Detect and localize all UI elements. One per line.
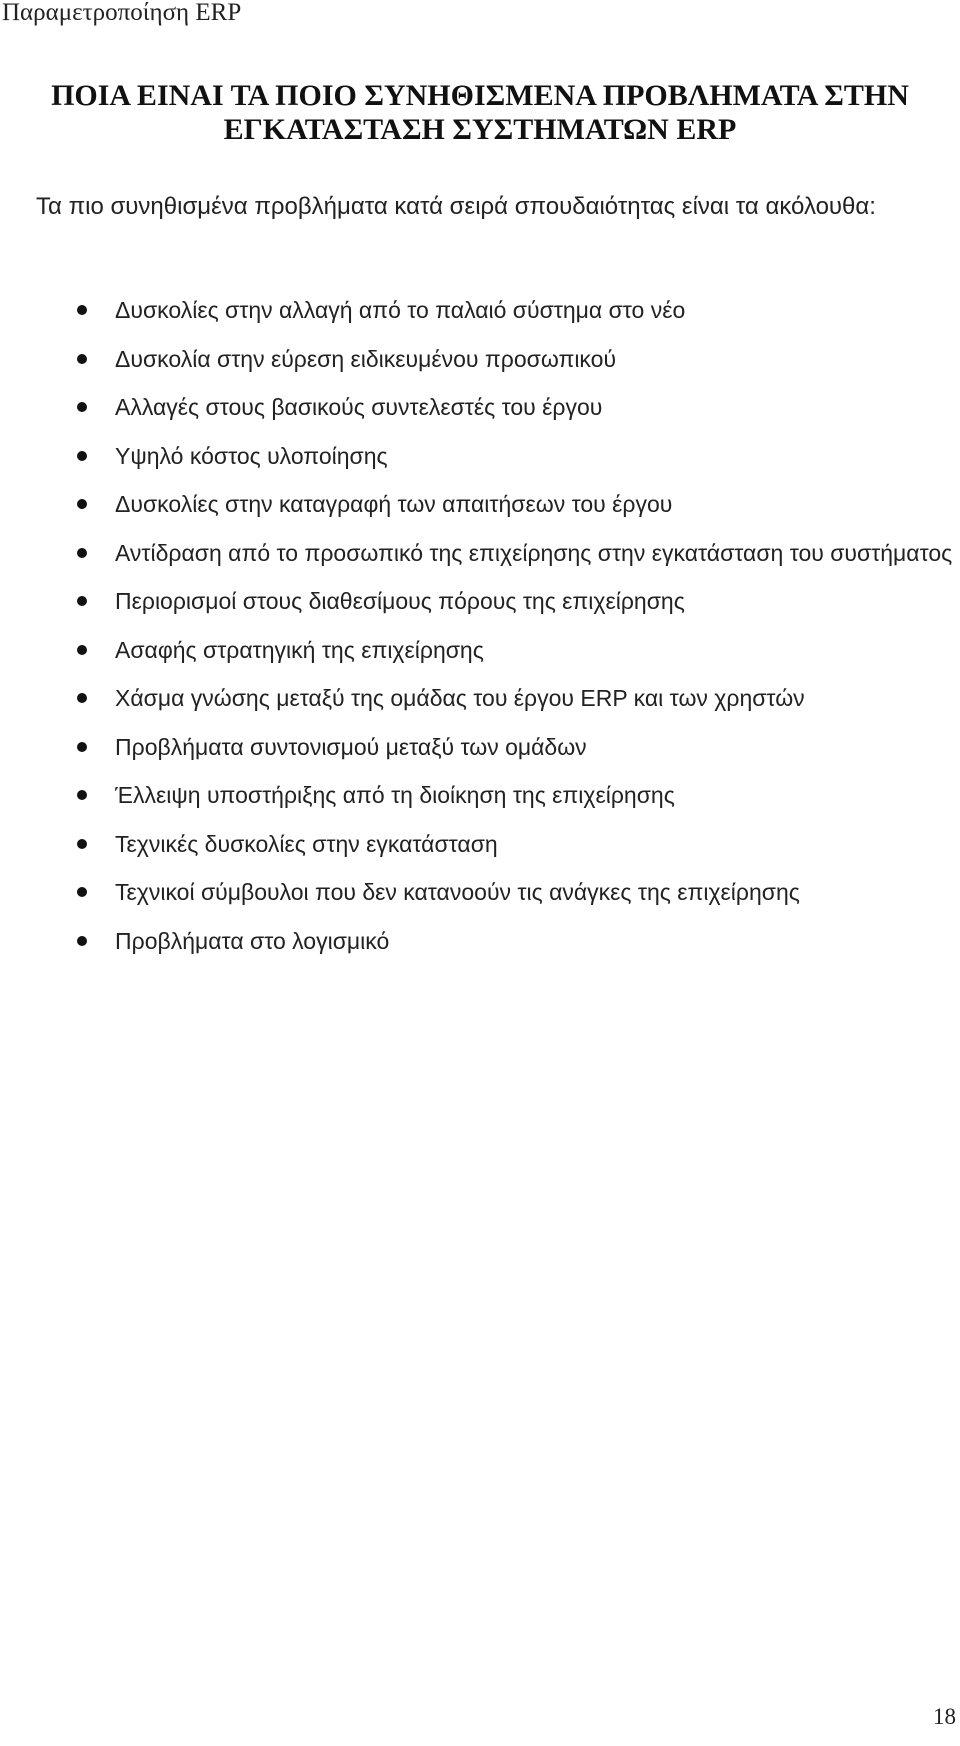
- bullet-icon: [77, 645, 87, 655]
- list-item-text: Αλλαγές στους βασικούς συντελεστές του έργου: [115, 394, 603, 420]
- list-item: [0, 723, 960, 772]
- list-item-text: Προβλήματα στο λογισμικό: [115, 927, 390, 954]
- page-number: 18: [933, 1704, 956, 1729]
- page-title: [0, 79, 960, 147]
- bullet-icon: [77, 596, 87, 606]
- problem-list: [0, 286, 960, 965]
- page-title-line-1: ΠΟΙΑ ΕΙΝΑΙ ΤΑ ΠΟΙΟ ΣΥΝΗΘΙΣΜΕΝΑ ΠΡΟΒΛΗΜΑΤΑ ΣΤΗΝ: [51, 79, 909, 112]
- list-item-text: Δυσκολίες στην αλλαγή από το παλαιό σύστημα στο νέο: [115, 297, 686, 323]
- list-item-text: Περιορισμοί στους διαθεσίμους πόρους της επιχείρησης: [115, 588, 685, 614]
- list-item: [0, 820, 960, 869]
- bullet-icon: [77, 742, 87, 752]
- list-item-text: Τεχνικοί σύμβουλοι που δεν κατανοούν τις ανάγκες της επιχείρησης: [115, 879, 800, 905]
- list-item-text: Υψηλό κόστος υλοποίησης: [115, 442, 388, 469]
- bullet-icon: [77, 839, 87, 849]
- list-item: [0, 674, 960, 723]
- bullet-icon: [77, 451, 87, 461]
- bullet-icon: [77, 887, 87, 897]
- list-item: [0, 529, 960, 578]
- list-item-text: Έλλειψη υποστήριξης από τη διοίκηση της επιχείρησης: [115, 782, 675, 808]
- list-item: [0, 868, 960, 917]
- list-item-text: Δυσκολίες στην καταγραφή των απαιτήσεων του έργου: [115, 491, 673, 517]
- bullet-icon: [77, 693, 87, 703]
- intro-paragraph: Τα πιο συνηθισμένα προβλήματα κατά σειρά σπουδαιότητας είναι τα ακόλουθα:: [36, 193, 876, 220]
- list-item-text: Αντίδραση από το προσωπικό της επιχείρησης στην εγκατάσταση του συστήματος: [115, 539, 953, 566]
- bullet-icon: [77, 499, 87, 509]
- list-item-text: Τεχνικές δυσκολίες στην εγκατάσταση: [115, 830, 498, 857]
- list-item: [0, 771, 960, 820]
- bullet-icon: [77, 790, 87, 800]
- page-title-line-2: ΕΓΚΑΤΑΣΤΑΣΗ ΣΥΣΤΗΜΑΤΩΝ ERP: [223, 113, 737, 146]
- bullet-icon: [77, 548, 87, 558]
- list-item-text: Προβλήματα συντονισμού μεταξύ των ομάδων: [115, 733, 587, 760]
- list-item: [0, 383, 960, 432]
- list-item: [0, 480, 960, 529]
- list-item: [0, 432, 960, 481]
- list-item: [0, 917, 960, 966]
- bullet-icon: [77, 305, 87, 315]
- list-item-text: Δυσκολία στην εύρεση ειδικευμένου προσωπικού: [115, 345, 617, 372]
- list-item: [0, 577, 960, 626]
- list-item: [0, 286, 960, 335]
- list-item-text: Ασαφής στρατηγική της επιχείρησης: [115, 636, 484, 663]
- running-header: Παραμετροποίηση ERP: [2, 0, 242, 26]
- bullet-icon: [77, 936, 87, 946]
- list-item: [0, 335, 960, 384]
- bullet-icon: [77, 354, 87, 364]
- list-item-text: Χάσμα γνώσης μεταξύ της ομάδας του έργου ERP και των χρηστών: [115, 685, 805, 711]
- bullet-icon: [77, 402, 87, 412]
- list-item: [0, 626, 960, 675]
